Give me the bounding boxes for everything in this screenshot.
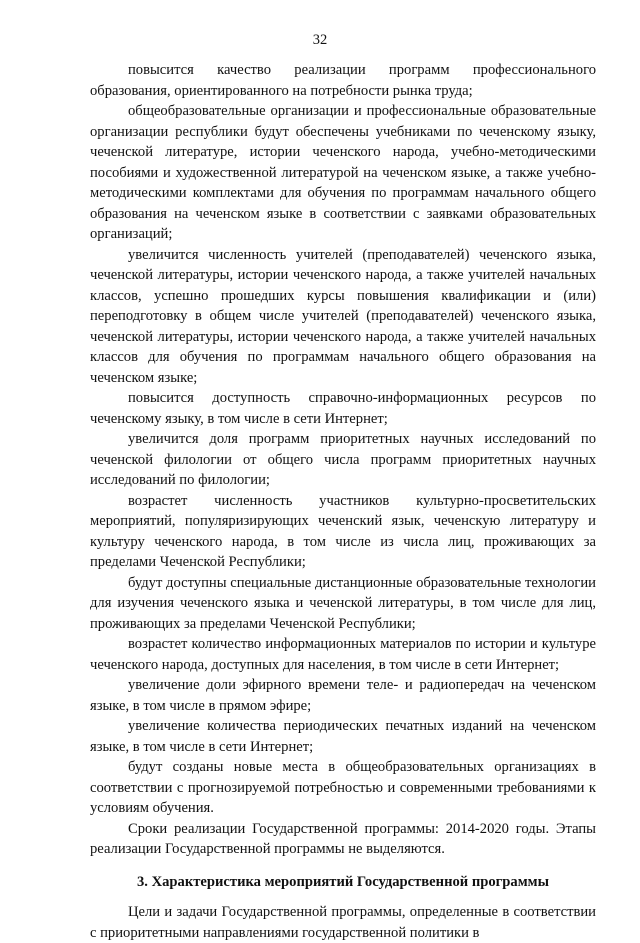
paragraph: будут доступны специальные дистанционные образовательные технологии для изучения чеченского языка и чеченской литературы, в том числе для лиц, проживающих за пределами Чеченской Республики;	[90, 574, 596, 632]
paragraph: повысится доступность справочно-информационных ресурсов по чеченскому языку, в том числе в сети Интернет;	[90, 390, 596, 427]
document-body	[90, 60, 596, 943]
paragraph: увеличится доля программ приоритетных научных исследований по чеченской филологии от общего числа программ приоритетных научных исследований по филологии;	[90, 431, 596, 488]
paragraph: увеличится численность учителей (преподавателей) чеченского языка, чеченской литературы, истории чеченского народа, а также учителей начальных классов, успешно прошедших курсы повышения квалификации и (или) переподготовку в общем числе учителей (преподавателей) чеченского языка, чеченской литературы, истории чеченского народа, а также учителей начальных классов для обучения по программам начального общего образования на чеченском языке;	[90, 246, 596, 386]
paragraph: повысится качество реализации программ профессионального образования, ориентированного на потребности рынка труда;	[90, 62, 596, 99]
paragraph: общеобразовательные организации и профессиональные образовательные организации республики будут обеспечены учебниками по чеченскому языку, чеченской литературе, истории чеченского народа, учебно-методическими пособиями и художественной литературой на чеченском языке, а также учебно-методическими комплектами для обучения по программам начального общего образования на чеченском языке в соответствии с заявками образовательных организаций;	[90, 103, 596, 242]
paragraph: Цели и задачи Государственной программы, определенные в соответствии с приоритетными направлениями государственной политики в	[90, 904, 596, 941]
paragraph: Сроки реализации Государственной программы: 2014-2020 годы. Этапы реализации Государственной программы не выделяются.	[90, 820, 596, 857]
paragraph: будут созданы новые места в общеобразовательных организациях в соответствии с прогнозируемой потребностью и современными требованиями к условиям обучения.	[90, 759, 596, 816]
paragraph: возрастет количество информационных материалов по истории и культуре чеченского народа, доступных для населения, в том числе в сети Интернет;	[90, 636, 596, 673]
page-number: 32	[312, 32, 328, 48]
paragraph: увеличение количества периодических печатных изданий на чеченском языке, в том числе в сети Интернет;	[90, 718, 596, 755]
paragraph: увеличение доли эфирного времени теле- и радиопередач на чеченском языке, в том числе в прямом эфире;	[90, 677, 596, 714]
paragraph: возрастет численность участников культурно-просветительских мероприятий, популяризирующих чеченский язык, чеченскую литературу и культуру чеченского народа, в том числе из числа лиц, проживающих за пределами Чеченской Республики;	[90, 492, 596, 570]
section-heading: 3. Характеристика мероприятий Государственной программы	[137, 873, 549, 890]
